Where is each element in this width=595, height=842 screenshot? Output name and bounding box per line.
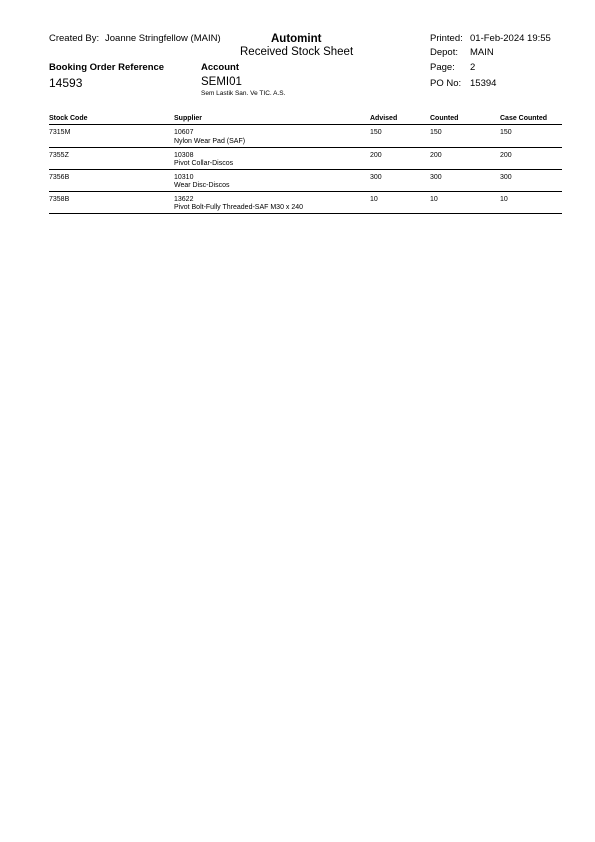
account-name: Sem Lastik San. Ve TIC. A.S. — [201, 90, 286, 97]
stock-code: 7315M — [49, 129, 71, 136]
row-divider — [49, 191, 562, 192]
row-divider — [49, 213, 562, 214]
advised-qty: 10 — [370, 196, 378, 203]
case-counted-qty: 300 — [500, 174, 512, 181]
col-header-counted: Counted — [430, 115, 459, 122]
stock-code: 7358B — [49, 196, 70, 203]
page-label: Page: — [430, 62, 455, 73]
col-header-stock-code: Stock Code — [49, 115, 88, 122]
supplier-code: 10607 — [174, 129, 194, 136]
account-code: SEMI01 — [201, 76, 242, 88]
row-divider — [49, 147, 562, 148]
col-header-case-counted: Case Counted — [500, 115, 548, 122]
counted-qty: 200 — [430, 152, 442, 159]
booking-ref-label: Booking Order Reference — [49, 62, 165, 73]
supplier-code: 13622 — [174, 196, 194, 203]
counted-qty: 10 — [430, 196, 438, 203]
advised-qty: 300 — [370, 174, 382, 181]
created-by-value: Joanne Stringfellow (MAIN) — [105, 33, 221, 44]
page-title: Received Stock Sheet — [240, 46, 354, 58]
col-header-supplier: Supplier — [174, 115, 203, 122]
booking-ref-value: 14593 — [49, 76, 83, 90]
header-divider — [49, 124, 562, 125]
advised-qty: 200 — [370, 152, 382, 159]
depot-value: MAIN — [470, 47, 494, 58]
depot-label: Depot: — [430, 47, 458, 58]
advised-qty: 150 — [370, 129, 382, 136]
stock-code: 7355Z — [49, 152, 69, 159]
counted-qty: 300 — [430, 174, 442, 181]
case-counted-qty: 150 — [500, 129, 512, 136]
created-by-label: Created By: — [49, 33, 100, 44]
row-divider — [49, 169, 562, 170]
company-name: Automint — [271, 33, 322, 45]
supplier-code: 10310 — [174, 174, 194, 181]
supplier-code: 10308 — [174, 152, 194, 159]
item-description: Pivot Collar-Discos — [174, 160, 234, 167]
col-header-advised: Advised — [370, 115, 398, 122]
account-label: Account — [201, 62, 239, 73]
printed-label: Printed: — [430, 33, 463, 44]
case-counted-qty: 10 — [500, 196, 508, 203]
item-description: Pivot Bolt-Fully Threaded-SAF M30 x 240 — [174, 204, 304, 211]
po-number: 15394 — [470, 78, 497, 89]
page-number: 2 — [470, 62, 476, 73]
printed-value: 01-Feb-2024 19:55 — [470, 33, 551, 44]
po-label: PO No: — [430, 78, 462, 89]
item-description: Wear Disc-Discos — [174, 182, 230, 189]
case-counted-qty: 200 — [500, 152, 512, 159]
item-description: Nylon Wear Pad (SAF) — [174, 138, 246, 145]
stock-code: 7356B — [49, 174, 70, 181]
counted-qty: 150 — [430, 129, 442, 136]
